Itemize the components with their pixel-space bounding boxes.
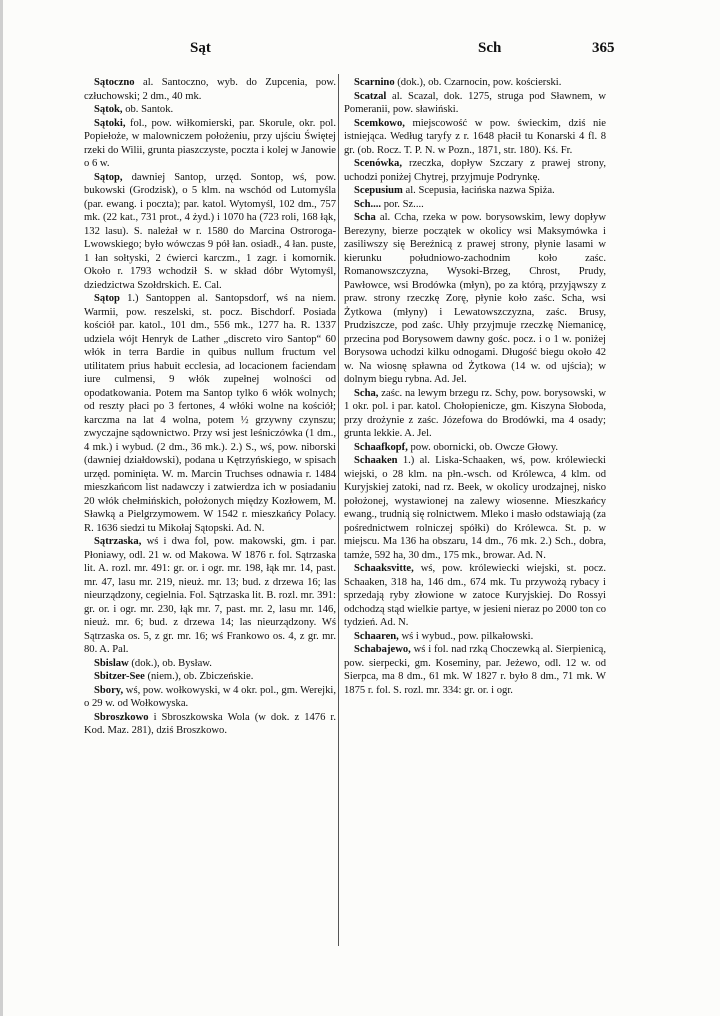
left-column <box>84 76 336 738</box>
entry-text: wś i fol. nad rzką Choczewką al. Sierpienicą, pow. sierpecki, gm. Koseminy, par. Jeżewo, odl. 12 w. od Sierpca, ma 8 dm., 61 mk. W 1827 r. było 8 dm., 71 mk. W 1875 r. fol. S. rozl. mr. 334: gr. or. i ogr. <box>344 644 606 696</box>
entry-headword: Sątrzaska, <box>94 536 142 547</box>
entry-headword: Schabajewo, <box>354 644 411 655</box>
entry-text: rzeczka, dopływ Szczary z prawej strony, uchodzi poniżej Chytrej, przyjmuje Podrynkę. <box>344 158 606 183</box>
entry-headword: Scatzal <box>354 90 387 102</box>
entry-headword: Schaaksvitte, <box>354 563 414 574</box>
entry-text: wś i wybud., pow. pilkałowski. <box>398 630 534 642</box>
entry-headword: Scepusium <box>354 185 403 196</box>
column-divider <box>338 74 339 946</box>
entry-text: al. Santoczno, wyb. do Zupcenia, pow. człuchowski; 2 dm., 40 mk. <box>84 77 336 102</box>
entry-headword: Schaafkopf, <box>354 441 408 453</box>
dictionary-entry <box>84 684 336 711</box>
entry-text: por. Sz.... <box>381 198 424 210</box>
entry-headword: Sch.... <box>354 198 382 210</box>
entry-headword: Sbory, <box>94 684 124 696</box>
header-center-word: Sch <box>478 40 502 56</box>
entry-headword: Sątop <box>94 293 120 304</box>
entry-text: 1.) Santoppen al. Santopsdorf, wś na niem. Warmii, pow. reszelski, st. pocz. Bischdorf. Posiada kościół par. katol., 101 dm., 556 mk., 1277 ha. R. 1337 udziela wójt Henryk de Lather „discreto viro Santop“ 60 włók in terra Bardie in quibus nullum fructum vel utilitatem prius habuit ecclesia, ad locacionem faciendam iure culmensi, 9 włók zupełnej wolności od opodatkowania. Potem ma Santop tylko 6 włók wolnych; od reszty płaci po 3 fertones, 4 włóki wolne na kościół; karczma na lat 4 wolna, potem ½ grzywny czynszu; zwyczajne sądownictwo. Przy wsi jest leśniczówka (1 dm., 4 mk.) i wybud. (2 dm., 36 mk.). 2.) S., wś, pow. niborski (dawniej działdowski), podana u Kętrzyńskiego, w spisach urzęd. pominięta. W. m. Marcin Truchses odnawia r. 1484 mieszkańcom list nadawczy i zatwierdza ich w posiadaniu 20 włók chełmińskich, położonych między Kozłowem, M. Sławką a Pielgrzymowem. W 1542 r. mieszkańcy Polacy. R. 1636 siedzi tu Mikołaj Sątopski. Ad. N. <box>84 293 336 534</box>
dictionary-entry <box>344 441 606 455</box>
entry-text: 1.) al. Liska-Schaaken, wś, pow. królewiecki wiejski, o 28 klm. na płn.-wsch. od Królewca, 4 klm. od Kuryjskiej zatoki, nad rz. Beek, w okolicy urodzajnej, nisko położonej, wystawionej na zalewy wiosenne. Mieszkańcy ewang., trudnią się rolnictwem. Mleko i masło odstawiają (za pośrednictwem rolniczej spółki) do Królewca. St. p. w miejscu. Ma 136 ha obszaru, 14 dm., 76 mk. 2.) Sch., dobra, tamże, 592 ha, 30 dm., 175 mk., browar. Ad. N. <box>344 455 606 561</box>
dictionary-entry <box>84 711 336 738</box>
dictionary-entry <box>84 76 336 103</box>
entry-headword: Scha, <box>354 387 379 399</box>
dictionary-entry <box>344 387 606 441</box>
dictionary-entry <box>344 184 606 198</box>
page-number: 365 <box>592 40 615 56</box>
entry-text: ob. Santok. <box>122 104 174 115</box>
entry-text: al. Scepusia, łacińska nazwa Spiża. <box>402 185 555 196</box>
dictionary-entry <box>344 198 606 212</box>
entry-headword: Schaaren, <box>354 630 399 642</box>
entry-text: (dok.), ob. Czarnocin, pow. kościerski. <box>394 77 562 88</box>
entry-headword: Sbislaw <box>94 657 129 669</box>
entry-text: dawniej Santop, urzęd. Sontop, wś, pow. bukowski (Grodzisk), o 5 klm. na wschód od Lutomyśla (par. ewang. i poczta); par. katol. Wytomyśl, 102 dm., 757 mk. (22 kat., 731 prot., 4 żyd.) i 1070 ha (723 roli, 168 łąk, 132 lasu). S. należał w r. 1580 do Marcina Ostroroga-Lwowskiego; było wówczas 9 pół łan. osiadł., 4 łan. puste, 1 łan sołtyski, 2 ćwierci karczm., 1 zagr. i komornik. Około r. 1793 wchodził S. w skład dóbr Wytomyśl, dziedzictwa Szołdrskich. E. Cal. <box>84 171 336 291</box>
entry-text: wś i dwa fol, pow. makowski, gm. i par. Płoniawy, odl. 21 w. od Makowa. W 1876 r. fol. Sątrzaska lit. A. rozl. mr. 491: gr. or. i ogr. mr. 198, łąk mr. 14, past. mr. 47, lasu mr. 219, nieuż. mr. 13; bud. z drzewa 16; las nieurządzony, cegielnia. Fol. Sątrzaska lit. B. rozl. mr. 391: gr. or. i ogr. mr. 230, łąk mr. 7, past. mr. 2, lasu mr. 146, nieuż. mr. 6; bud. z drzewa 14; las nieurządzony. Wś Sątrzaska os. 5, z gr. mr. 16; wś Frankowo os. 4, z gr. mr. 80. A. Pal. <box>84 536 336 655</box>
entry-headword: Scarnino <box>354 77 395 88</box>
dictionary-entry <box>344 630 606 644</box>
entry-headword: Sątok, <box>94 104 123 115</box>
page-edge <box>0 0 3 1016</box>
dictionary-entry <box>344 562 606 630</box>
dictionary-entry <box>344 76 606 90</box>
entry-text: al. Scazal, dok. 1275, struga pod Sławnem, w Pomeranii, pow. sławiński. <box>344 90 606 115</box>
dictionary-entry <box>344 211 606 387</box>
entry-headword: Scenówka, <box>354 158 402 169</box>
entry-headword: Sbroszkowo <box>94 711 149 723</box>
entry-headword: Sątoki, <box>94 117 126 129</box>
entry-text: (dok.), ob. Bysław. <box>128 657 212 669</box>
header-left-word: Sąt <box>190 40 211 56</box>
entry-text: fol., pow. wiłkomierski, par. Skorule, okr. pol. Popiełoże, w malowniczem położeniu, przy ujściu Świętej rzeki do Wilii, grunta piaszczyste, poczta i kolej w Janowie o 6 w. <box>84 117 336 169</box>
entry-text: wś, pow. wołkowyski, w 4 okr. pol., gm. Werejki, o 29 w. od Wołkowyska. <box>84 684 336 709</box>
entry-text: (niem.), ob. Zbiczeńskie. <box>144 671 254 682</box>
entry-headword: Scemkowo, <box>354 117 405 129</box>
entry-headword: Scha <box>354 212 376 223</box>
dictionary-entry <box>84 292 336 535</box>
entry-headword: Sątoczno <box>94 77 135 88</box>
entry-text: zaśc. na lewym brzegu rz. Schy, pow. borysowski, w 1 okr. pol. i par. katol. Chołopienicze, gm. Kiszyna Słoboda, przy drożynie z zaśc. Józefowa do Brodówki, ma 4 osady; grunta lekkie. A. Jel. <box>344 387 606 439</box>
dictionary-entry <box>84 103 336 117</box>
right-column <box>344 76 606 697</box>
dictionary-entry <box>84 670 336 684</box>
entry-headword: Schaaken <box>354 455 398 466</box>
dictionary-entry <box>84 117 336 171</box>
entry-text: al. Ccha, rzeka w pow. borysowskim, lewy dopływ Berezyny, bierze początek w okolicy wsi Maksymówka i zasiliwszy się Bereźnicą z prawej strony, płynie lasami w kierunku południowo-zachodnim koło zaśc. Romanowszczyzna, Wysoki-Brzeg, Chrost, Prudy, Pawłowce, wsi Brodówka (młyn), po za którą, przyjąwszy z praw. strony rzeczkę Zorę, płynie koło zaśc. Scha, wsi Żytkowa (młyny) i Lewatowszczyzna, zaśc. Brusy, Prudziszcze, pod zaśc. Uhły przyjmuje rzeczkę Niemanicę, przecina pod Borysowem dawny gośc. pocz. i o 1 w. poniżej Borysowa uchodzi kilku odnogami. Długość biegu około 42 w. Na wiosnę spławna od Żytkowa (14 w. od ujścia); w dolnym biegu rybna. Ad. Jel. <box>344 212 606 385</box>
dictionary-entry <box>344 643 606 697</box>
entry-text: i Sbroszkowska Wola (w dok. z 1476 r. Kod. Maz. 281), dziś Broszkowo. <box>84 711 336 736</box>
dictionary-entry <box>84 657 336 671</box>
entry-text: miejscowość w pow. świeckim, dziś nie istniejąca. Według taryfy z r. 1648 płacił tu Konarski 4 fl. 8 gr. (ob. Rocz. T. P. N. w Pozn., 1871, str. 180). Kś. Fr. <box>344 117 606 156</box>
entry-text: pow. obornicki, ob. Owcze Głowy. <box>407 441 559 453</box>
entry-headword: Sbitzer-See <box>94 671 145 682</box>
entry-headword: Sątop, <box>94 171 123 183</box>
dictionary-entry <box>344 117 606 158</box>
dictionary-entry <box>344 157 606 184</box>
entry-text: wś, pow. królewiecki wiejski, st. pocz. Schaaken, 318 ha, 146 dm., 674 mk. Tu przywożą rybacy i sprzedają ryby złowione w zatoce Kuryjskiej. Do Rossyi odchodzą stąd wielkie partye, w jesieni nieraz po 2000 ton co tydzień. Ad. N. <box>344 563 606 628</box>
dictionary-entry <box>344 90 606 117</box>
dictionary-entry <box>344 454 606 562</box>
dictionary-entry <box>84 171 336 293</box>
dictionary-entry <box>84 535 336 657</box>
